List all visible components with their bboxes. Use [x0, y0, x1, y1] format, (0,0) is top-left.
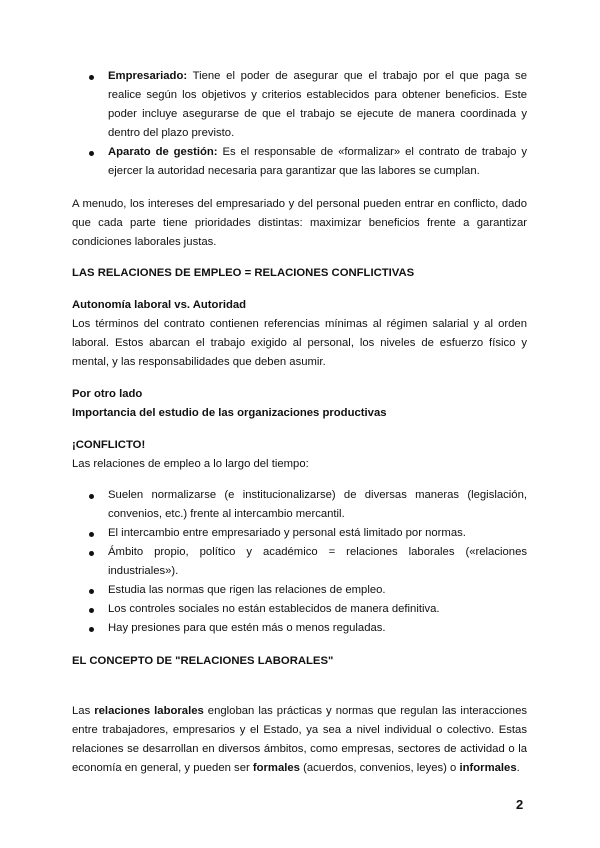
page-number: 2 — [516, 797, 524, 812]
list-item — [72, 143, 527, 181]
list-text: Es el responsable de «formalizar» el contrato de trabajo y ejercer la autoridad necesaria para garantizar que las labores se cumplan. — [108, 146, 527, 177]
bullet-icon — [89, 608, 94, 613]
list-item: El intercambio entre empresariado y personal está limitado por normas. — [72, 524, 527, 543]
employment-relations-list — [72, 486, 527, 638]
list-item: Los controles sociales no están establecidos de manera definitiva. — [72, 600, 527, 619]
list-term: Aparato de gestión: — [108, 146, 218, 158]
bullet-icon — [89, 532, 94, 537]
subheading: Importancia del estudio de las organizaciones productivas — [72, 407, 387, 419]
list-item — [72, 67, 527, 143]
bullet-icon — [89, 494, 94, 499]
definition-paragraph: Las relaciones laborales engloban las prácticas y normas que regulan las interacciones entre trabajadores, empresarios y el Estado, ya sea a nivel individual o colectivo. Estas relaciones se desarrollan en diversos ámbitos, como empresas, sectores de actividad o la economía en general, y pueden ser formales (acuerdos, convenios, leyes) o informales. — [72, 705, 527, 774]
bullet-icon — [89, 627, 94, 632]
bullet-icon — [89, 551, 94, 556]
terms-paragraph: Los términos del contrato contienen referencias mínimas al régimen salarial y al orden laboral. Estos abarcan el trabajo exigido al personal, los niveles de esfuerzo físico y mental, y las responsabilidades que deben asumir. — [72, 318, 527, 368]
section-heading: LAS RELACIONES DE EMPLEO = RELACIONES CONFLICTIVAS — [72, 267, 415, 279]
bullet-icon — [89, 151, 94, 156]
list-item: Hay presiones para que estén más o menos reguladas. — [72, 619, 527, 638]
list-text: Tiene el poder de asegurar que el trabajo por el que paga se realice según los objetivos y criterios establecidos para obtener beneficios. Este poder incluye asegurarse de que el trabajo se ejecute de manera coordinada y dentro del plazo previsto. — [108, 70, 527, 139]
bullet-icon — [89, 75, 94, 80]
subheading: Autonomía laboral vs. Autoridad — [72, 299, 247, 311]
conflict-paragraph: A menudo, los intereses del empresariado y del personal pueden entrar en conflicto, dado que cada parte tiene prioridades distintas: maximizar beneficios frente a garantizar condiciones laborales justas. — [72, 198, 527, 248]
subheading: ¡CONFLICTO! — [72, 439, 146, 451]
list-item: Estudia las normas que rigen las relaciones de empleo. — [72, 581, 527, 600]
list-term: Empresariado: — [108, 70, 188, 82]
roles-list — [72, 67, 527, 181]
section-heading: EL CONCEPTO DE "RELACIONES LABORALES" — [72, 655, 334, 667]
list-item: Suelen normalizarse (e institucionalizarse) de diversas maneras (legislación, convenios, etc.) frente al intercambio mercantil. — [72, 486, 527, 524]
list-item: Ámbito propio, político y académico = relaciones laborales («relaciones industriales»). — [72, 543, 527, 581]
bullet-icon — [89, 589, 94, 594]
intro-text: Las relaciones de empleo a lo largo del tiempo: — [72, 458, 309, 470]
subheading: Por otro lado — [72, 388, 143, 400]
